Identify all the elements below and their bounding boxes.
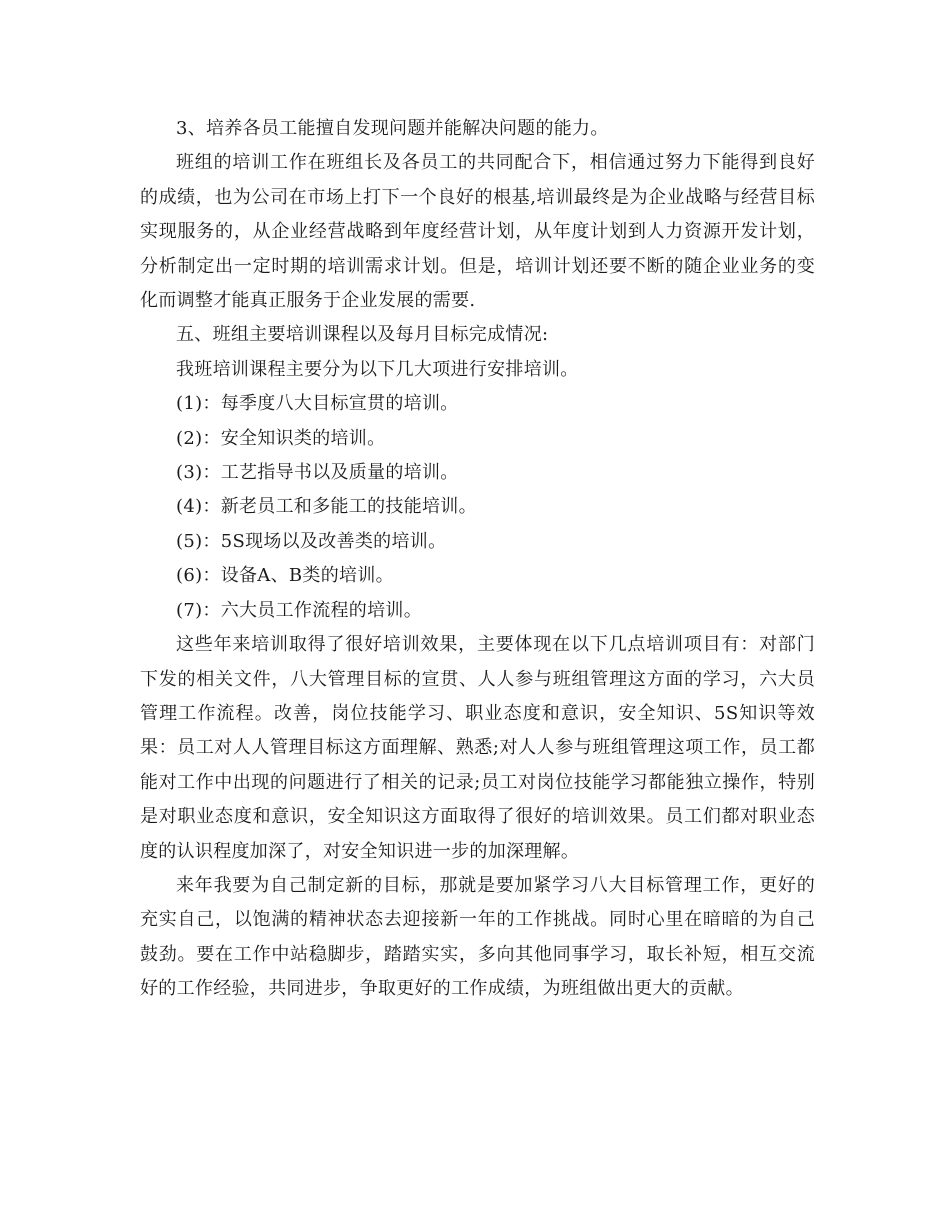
list-item-course-1: (1)：每季度八大目标宣贯的培训。 (176, 393, 459, 415)
paragraph-training-results: 这些年来培训取得了很好培训效果，主要体现在以下几点培训项目有：对部门下发的相关文件，八大管理目标的宣贯、人人参与班组管理这方面的学习，六大员管理工作流程。改善，岗位技能学习、职业态度和意识，安全知识、5S知识等效果：员工对人人管理目标这方面理解、熟悉;对人人参与班组管理这项工作，员工都能对工作中出现的问题进行了相关的记录;员工对岗位技能学习都能独立操作，特别是对职业态度和意识，安全知识这方面取得了很好的培训效果。员工们都对职业态度的认识程度加深了，对安全知识进一步的加深理解。 (140, 634, 815, 862)
list-item-course-7: (7)：六大员工作流程的培训。 (176, 599, 422, 621)
paragraph-course-intro: 我班培训课程主要分为以下几大项进行安排培训。 (176, 358, 579, 380)
list-item-course-3: (3)：工艺指导书以及质量的培训。 (176, 462, 459, 484)
list-item-course-2: (2)：安全知识类的培训。 (176, 427, 386, 449)
list-item-course-4: (4)：新老员工和多能工的技能培训。 (176, 496, 477, 518)
section-heading-five: 五、班组主要培训课程以及每月目标完成情况: (176, 324, 549, 346)
paragraph-next-year-goals: 来年我要为自己制定新的目标，那就是要加紧学习八大目标管理工作，更好的充实自己，以饱满的精神状态去迎接新一年的工作挑战。同时心里在暗暗的为自己鼓劲。要在工作中站稳脚步，踏踏实实，多向其他同事学习，取长补短，相互交流好的工作经验，共同进步，争取更好的工作成绩，为班组做出更大的贡献。 (140, 874, 815, 1000)
paragraph-goal-3: 3、培养各员工能擅自发现问题并能解决问题的能力。 (176, 118, 609, 139)
document-body (140, 112, 815, 1007)
paragraph-training-summary: 班组的培训工作在班组长及各员工的共同配合下，相信通过努力下能得到良好的成绩，也为公司在市场上打下一个良好的根基,培训最终是为企业战略与经营目标实现服务的，从企业经营战略到年度经营计划，从年度计划到人力资源开发计划，分析制定出一定时期的培训需求计划。但是，培训计划还要不断的随企业业务的变化而调整才能真正服务于企业发展的需要. (140, 152, 815, 312)
list-item-course-5: (5)：5S现场以及改善类的培训。 (176, 530, 447, 552)
list-item-course-6: (6)：设备A、B类的培训。 (176, 565, 394, 587)
